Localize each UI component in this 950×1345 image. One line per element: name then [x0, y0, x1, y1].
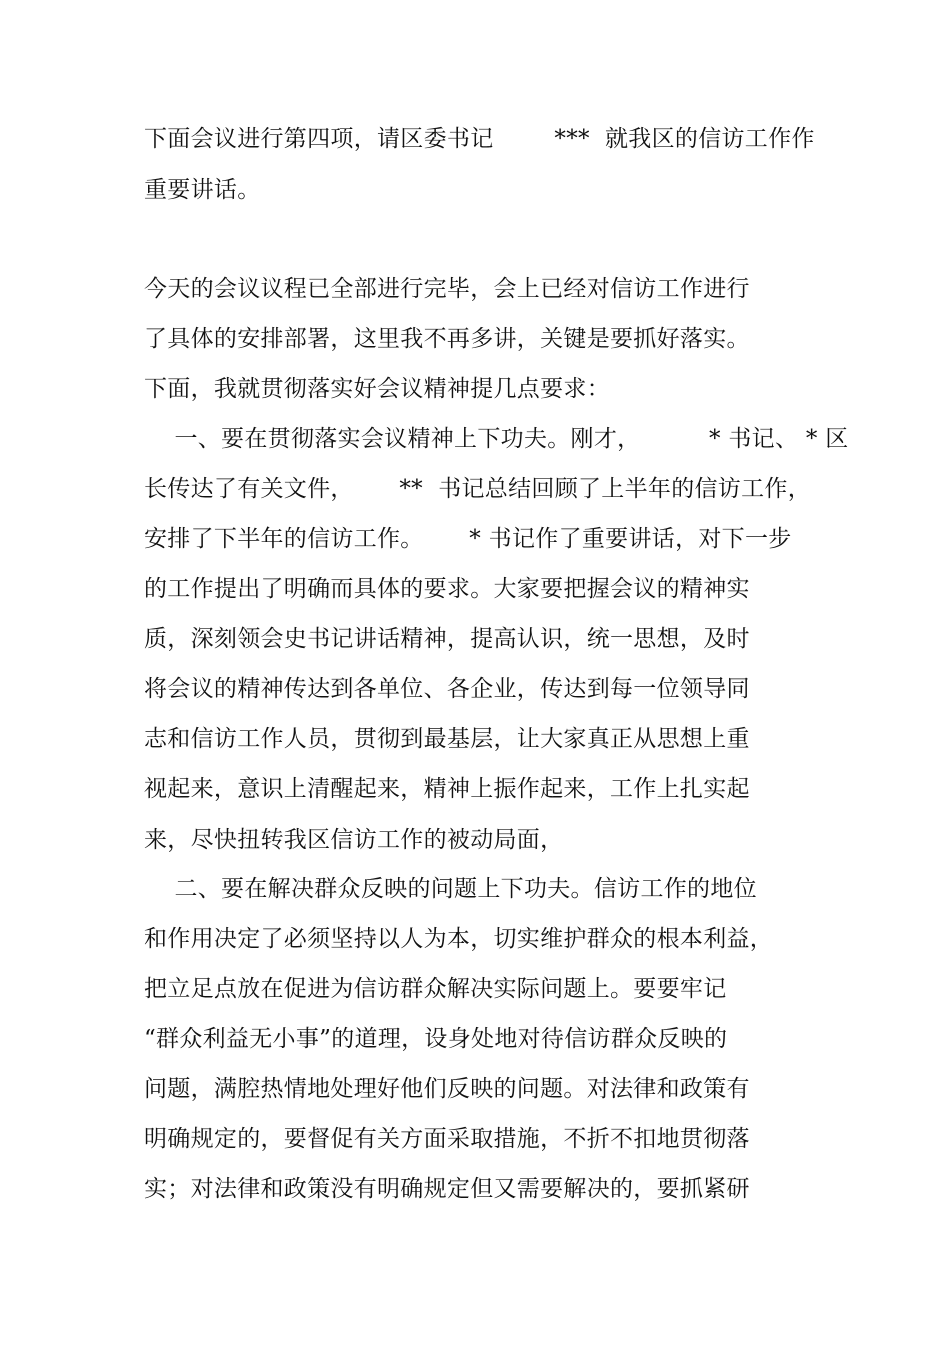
text-line: 下面会议进行第四项，请区委书记 *** 就我区的信访工作作 — [144, 126, 815, 152]
text-line: 长传达了有关文件， ** 书记总结回顾了上半年的信访工作， — [144, 476, 811, 502]
text-line: 了具体的安排部署，这里我不再多讲，关键是要抓好落实。 — [144, 326, 750, 352]
text-line: 视起来，意识上清醒起来，精神上振作起来，工作上扎实起 — [144, 776, 750, 802]
text-line: 实；对法律和政策没有明确规定但又需要解决的，要抓紧研 — [144, 1176, 750, 1202]
text-line: 把立足点放在促进为信访群众解决实际问题上。要要牢记 — [144, 976, 727, 1002]
text-line: 来，尽快扭转我区信访工作的被动局面， — [144, 827, 564, 853]
text-line: 志和信访工作人员，贯彻到最基层，让大家真正从思想上重 — [144, 726, 750, 752]
text-line: 下面，我就贯彻落实好会议精神提几点要求： — [144, 376, 610, 402]
text-line: 将会议的精神传达到各单位、各企业，传达到每一位领导同 — [144, 676, 750, 702]
text-line: 明确规定的，要督促有关方面采取措施，不折不扣地贯彻落 — [144, 1126, 750, 1152]
text-line: 重要讲话。 — [144, 177, 261, 203]
text-line: “群众利益无小事”的道理，设身处地对待信访群众反映的 — [144, 1026, 728, 1052]
text-line: 今天的会议议程已全部进行完毕，会上已经对信访工作进行 — [144, 276, 750, 302]
text-line: 二、要在解决群众反映的问题上下功夫。信访工作的地位 — [144, 876, 757, 902]
text-line: 问题，满腔热情地处理好他们反映的问题。对法律和政策有 — [144, 1076, 750, 1102]
text-line: 和作用决定了必须坚持以人为本，切实维护群众的根本利益， — [144, 926, 774, 952]
text-line: 质，深刻领会史书记讲话精神，提高认识，统一思想，及时 — [144, 626, 750, 652]
text-line: 一、要在贯彻落实会议精神上下功夫。刚才， * 书记、 * 区 — [144, 426, 849, 452]
text-line: 的工作提出了明确而具体的要求。大家要把握会议的精神实 — [144, 576, 750, 602]
text-line: 安排了下半年的信访工作。 * 书记作了重要讲话，对下一步 — [144, 526, 792, 552]
